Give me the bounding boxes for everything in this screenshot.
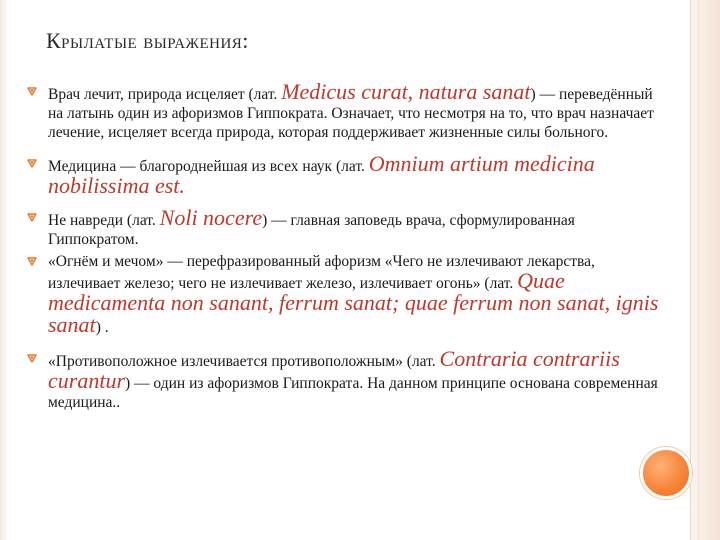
decorative-circle [640,447,692,499]
bullet-text: . [179,173,185,198]
latin-phrase: Quae medicamenta non sanant, ferrum sanat; quae ferrum non sanat, ignis sanat [48,268,659,337]
right-border [691,0,720,540]
left-border [0,0,8,540]
bullet-marker-icon [26,85,38,97]
bullet-text: Медицина — благороднейшая из всех наук (лат. [48,158,369,175]
bullet-text: ) — переведённый на латынь один из афоризмов Гиппократа. Означает, что несмотря на то, что врач назначает лечение, исцеляет всегда природа, которая поддерживает жизненные силы больного. [48,86,654,141]
bullet-marker-icon [26,255,38,267]
bullet-text: «Огнём и мечом» — перефразированный афоризм «Чего не излечивают лекарства, излечивает железо; чего не излечивает железо, излечивает огонь» (лат. [48,253,595,292]
bullet-item-medicus [26,79,666,142]
bullet-list [26,79,666,412]
bullet-marker-icon [26,352,38,364]
bullet-item-omnium [26,151,666,198]
bullet-text: ) — главная заповедь врача, сформулированная Гиппократом. [48,212,575,248]
slide-title: Крылатые выражения: [46,28,249,53]
latin-phrase: Omnium artium medicina nobilissima est [48,151,595,198]
bullet-text: Не навреди (лат. [48,212,160,229]
latin-phrase: Medicus curat, natura sanat [281,79,531,104]
bullet-text: ) — один из афоризмов Гиппократа. На данном принципе основана современная медицина.. [48,375,658,411]
right-border-line-inner [698,0,699,540]
bullet-text: Врач лечит, природа исцеляет (лат. [48,86,282,103]
latin-phrase: Contraria contrariis curantur [48,346,620,393]
bullet-item-contraria [26,346,666,412]
bullet-marker-icon [26,157,38,169]
bullet-text: ) . [95,319,109,336]
latin-phrase: Noli nocere [159,205,263,230]
bullet-marker-icon [26,211,38,223]
bullet-item-fire-sword [26,252,666,337]
bullet-text: «Противоположное излечивается противоположным» (лат. [48,353,440,370]
bullet-item-noli-nocere [26,205,666,249]
